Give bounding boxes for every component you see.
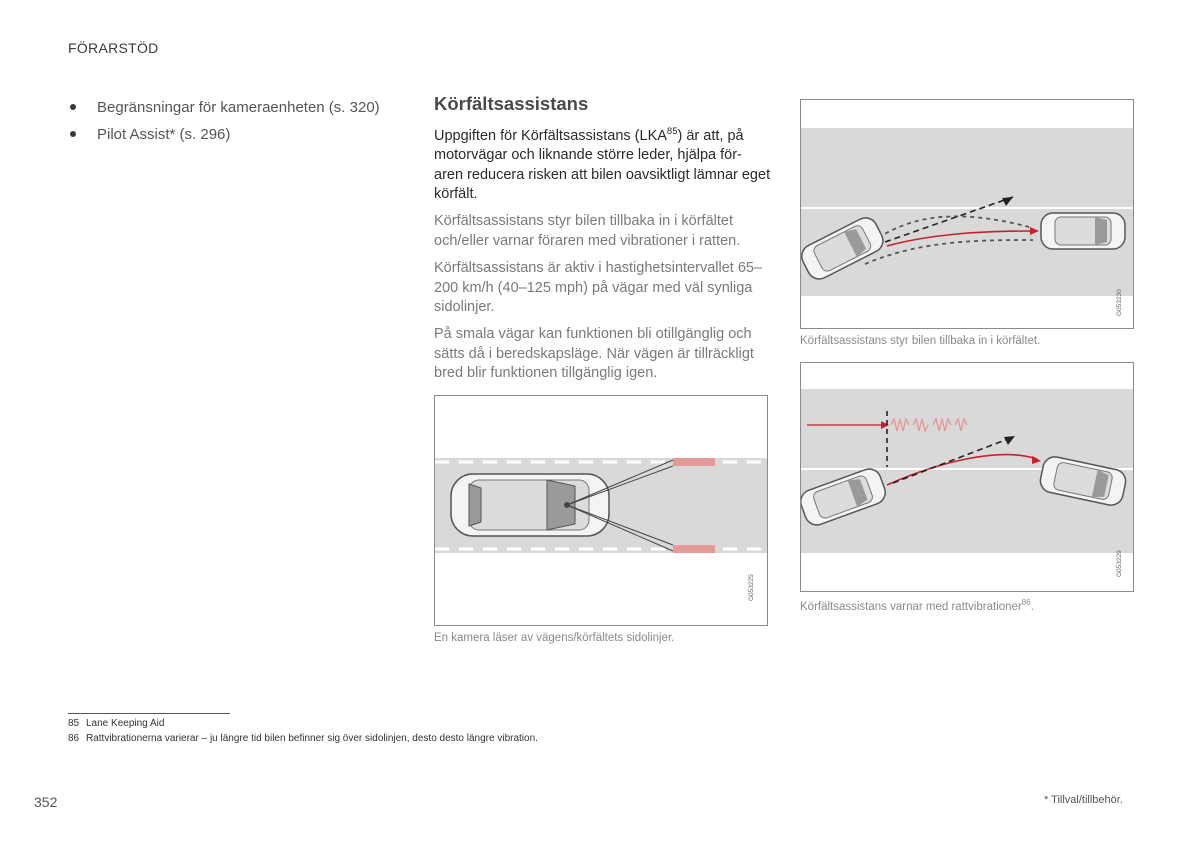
figure-code-warn: G053229 <box>1116 550 1123 577</box>
car-top-view-icon <box>451 474 609 536</box>
lead-paragraph: Uppgiften för Körfältsassistans (LKA$^{85}$) är att, på motorvägar och liknande större leder, hjälpa för- aren reducera risken att bilen oavsiktligt lämnar eget körfält. <box>434 126 771 203</box>
footnote-86: 86 Rattvibrationerna varierar – ju längre tid bilen befinner sig över sidolinjen, desto desto längre vibration. <box>68 733 538 744</box>
figure-code-camera: G053225 <box>748 574 755 601</box>
camera-figure <box>434 395 768 626</box>
footnote-85: 85 Lane Keeping Aid <box>68 718 165 729</box>
steer-figure-caption: Körfältsassistans styr bilen tillbaka in i körfältet. <box>800 335 1041 347</box>
warn-figure <box>800 362 1134 592</box>
optional-equipment-note: * Tillval/tillbehör. <box>1044 794 1123 806</box>
warn-figure-caption: Körfältsassistans varnar med rattvibrationer$^{86}$. <box>800 598 1034 613</box>
link-camera-limitations[interactable]: Begränsningar för kameraenheten (s. 320) <box>68 94 380 121</box>
steer-figure <box>800 99 1134 329</box>
camera-figure-caption: En kamera läser av vägens/körfältets sidolinjer. <box>434 632 675 644</box>
page-number: 352 <box>34 794 58 810</box>
related-links-list <box>68 94 380 148</box>
section-header: FÖRARSTÖD <box>68 40 159 56</box>
paragraph-steer: Körfältsassistans styr bilen tillbaka in i körfältet och/eller varnar föraren med vibrationer i ratten. <box>434 213 741 249</box>
footnote-ref-86[interactable]: 86 <box>1021 598 1031 607</box>
article-title: Körfältsassistans <box>434 93 589 114</box>
figure-code-steer: G053230 <box>1116 289 1123 316</box>
paragraph-narrow-roads: På smala vägar kan funktionen bli otillgänglig och sätts då i beredskapsläge. När vägen är tillräckligt bred blir funktionen tillgänglig igen. <box>434 326 754 381</box>
link-pilot-assist[interactable]: Pilot Assist* (s. 296) <box>68 121 380 148</box>
car-corrected-icon <box>1041 213 1125 249</box>
footnote-ref-85[interactable]: 85 <box>666 126 678 137</box>
paragraph-speed: Körfältsassistans är aktiv i hastighetsintervallet 65–200 km/h (40–125 mph) på vägar med väl synliga sidolinjer. <box>434 260 763 315</box>
footnote-divider <box>68 713 230 714</box>
